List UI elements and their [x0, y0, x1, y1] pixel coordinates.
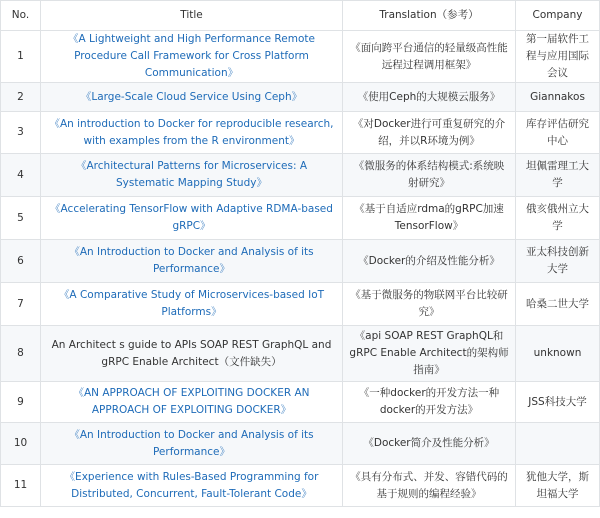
company-cell: 犹他大学，斯坦福大学 [516, 465, 600, 507]
paper-title-link[interactable]: 《An Introduction to Docker and Analysis of its Performance》 [69, 428, 314, 458]
translation-cell: 《api SOAP REST GraphQL和gRPC Enable Architect的架构师指南》 [343, 326, 516, 382]
table-row [1, 283, 600, 326]
paper-title-link[interactable]: 《An introduction to Docker for reproducible research, with examples from the R environment》 [49, 117, 334, 147]
paper-title-link[interactable]: 《A Lightweight and High Performance Remote Procedure Call Framework for Cross Platform Communication》 [68, 33, 315, 79]
title-cell [41, 423, 343, 465]
translation-cell: 《基于自适应rdma的gRPC加速TensorFlow》 [343, 197, 516, 240]
table-body [1, 31, 600, 507]
company-cell: 俄亥俄州立大学 [516, 197, 600, 240]
company-cell: 哈桑二世大学 [516, 283, 600, 326]
table-row [1, 154, 600, 197]
row-number: 7 [1, 283, 41, 326]
paper-title-link[interactable]: 《Experience with Rules-Based Programming for Distributed, Concurrent, Fault-Tolerant Code》 [64, 470, 319, 500]
translation-cell: 《基于微服务的物联网平台比较研究》 [343, 283, 516, 326]
company-cell: 库存评估研究中心 [516, 112, 600, 154]
table-row [1, 31, 600, 83]
title-cell [41, 112, 343, 154]
table-row [1, 197, 600, 240]
table-row [1, 240, 600, 283]
header-title: Title [41, 1, 343, 31]
row-number: 2 [1, 83, 41, 112]
translation-cell: 《一种docker的开发方法一种docker的开发方法》 [343, 382, 516, 423]
translation-cell: 《面向跨平台通信的轻量级高性能远程过程调用框架》 [343, 31, 516, 83]
translation-cell: 《具有分布式、并发、容错代码的基于规则的编程经验》 [343, 465, 516, 507]
paper-title-link[interactable]: 《Accelerating TensorFlow with Adaptive RDMA-based gRPC》 [50, 203, 333, 232]
paper-title-link[interactable]: 《A Comparative Study of Microservices-based IoT Platforms》 [58, 289, 325, 318]
row-number: 9 [1, 382, 41, 423]
row-number: 6 [1, 240, 41, 283]
translation-cell: 《使用Ceph的大规模云服务》 [343, 83, 516, 112]
paper-title-link[interactable]: 《Large-Scale Cloud Service Using Ceph》 [80, 90, 303, 103]
translation-cell: 《Docker的介绍及性能分析》 [343, 240, 516, 283]
header-row [1, 1, 600, 31]
translation-cell: 《Docker简介及性能分析》 [343, 423, 516, 465]
row-number: 8 [1, 326, 41, 382]
row-number: 3 [1, 112, 41, 154]
company-cell: unknown [516, 326, 600, 382]
company-cell: 亚太科技创新大学 [516, 240, 600, 283]
paper-title-link[interactable]: 《Architectural Patterns for Microservices: A Systematic Mapping Study》 [76, 160, 307, 189]
paper-title-text: An Architect s guide to APIs SOAP REST GraphQL and gRPC Enable Architect（文件缺失） [51, 338, 332, 368]
title-cell [41, 240, 343, 283]
table-row [1, 83, 600, 112]
translation-cell: 《对Docker进行可重复研究的介绍，并以R环境为例》 [343, 112, 516, 154]
title-cell [41, 465, 343, 507]
paper-title-link[interactable]: 《An Introduction to Docker and Analysis of its Performance》 [69, 246, 314, 275]
header-company: Company [516, 1, 600, 31]
paper-title-link[interactable]: 《AN APPROACH OF EXPLOITING DOCKER AN APPROACH OF EXPLOITING DOCKER》 [73, 387, 310, 416]
table-row [1, 326, 600, 382]
table-row [1, 423, 600, 465]
title-cell [41, 382, 343, 423]
title-cell [41, 197, 343, 240]
row-number: 1 [1, 31, 41, 83]
title-cell [41, 326, 343, 382]
translation-cell: 《微服务的体系结构模式:系统映射研究》 [343, 154, 516, 197]
table-row [1, 112, 600, 154]
title-cell [41, 154, 343, 197]
row-number: 4 [1, 154, 41, 197]
row-number: 5 [1, 197, 41, 240]
company-cell [516, 423, 600, 465]
row-number: 10 [1, 423, 41, 465]
table-row [1, 382, 600, 423]
header-translation: Translation（参考） [343, 1, 516, 31]
header-no: No. [1, 1, 41, 31]
title-cell [41, 31, 343, 83]
company-cell: 坦佩雷理工大学 [516, 154, 600, 197]
title-cell [41, 283, 343, 326]
row-number: 11 [1, 465, 41, 507]
company-cell: Giannakos [516, 83, 600, 112]
company-cell: JSS科技大学 [516, 382, 600, 423]
company-cell: 第一届软件工程与应用国际会议 [516, 31, 600, 83]
title-cell [41, 83, 343, 112]
table-row [1, 465, 600, 507]
